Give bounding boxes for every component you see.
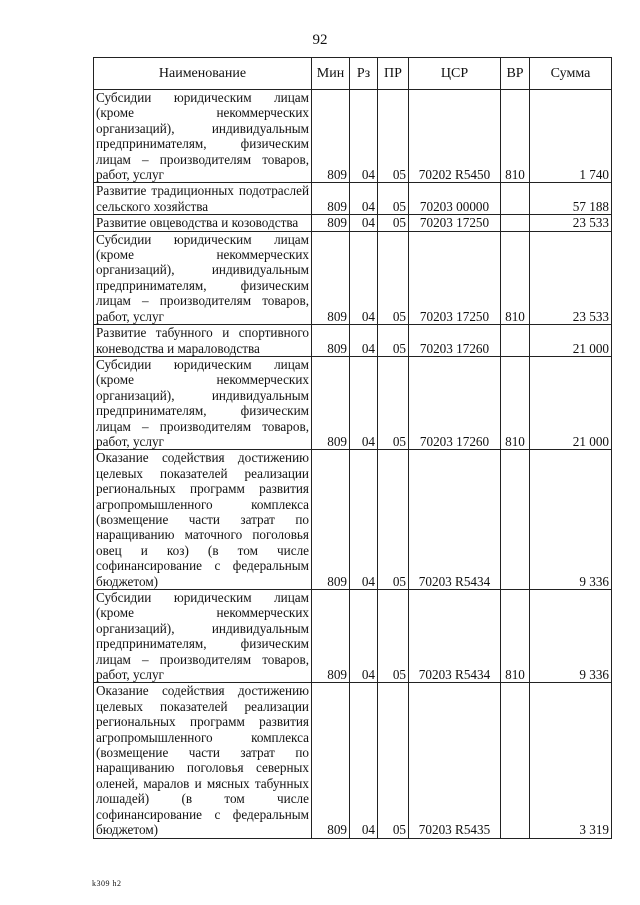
budget-table: [93, 57, 612, 839]
row-name: Развитие табунного и спортивного коневодства и мараловодства: [94, 325, 312, 357]
row-csr: 70203 17260: [409, 325, 501, 357]
row-sum: 9 336: [530, 590, 612, 683]
table-row: [94, 356, 612, 449]
row-sum: 9 336: [530, 450, 612, 590]
row-csr: 70203 17250: [409, 231, 501, 324]
row-rz: 04: [350, 683, 378, 838]
row-rz: 04: [350, 231, 378, 324]
row-min: 809: [312, 683, 350, 838]
row-min: 809: [312, 590, 350, 683]
row-pr: 05: [378, 325, 409, 357]
row-vr: [501, 183, 530, 215]
row-rz: 04: [350, 215, 378, 231]
row-name: Развитие традиционных подотраслей сельского хозяйства: [94, 183, 312, 215]
row-sum: 57 188: [530, 183, 612, 215]
row-pr: 05: [378, 215, 409, 231]
row-min: 809: [312, 183, 350, 215]
table-row: [94, 215, 612, 231]
row-csr: 70203 17260: [409, 356, 501, 449]
header-sum: Сумма: [530, 58, 612, 90]
row-name: Субсидии юридическим лицам (кроме некоммерческих организаций), индивидуальным предпринимателям, физическим лицам – производителям товаров, работ, услуг: [94, 231, 312, 324]
row-vr: 810: [501, 356, 530, 449]
row-pr: 05: [378, 450, 409, 590]
row-min: 809: [312, 215, 350, 231]
row-vr: [501, 215, 530, 231]
row-sum: 3 319: [530, 683, 612, 838]
row-min: 809: [312, 90, 350, 183]
table-row: [94, 183, 612, 215]
table-row: [94, 90, 612, 183]
row-rz: 04: [350, 183, 378, 215]
row-pr: 05: [378, 683, 409, 838]
footer-code: k309 h2: [92, 879, 122, 888]
row-min: 809: [312, 450, 350, 590]
row-name: Субсидии юридическим лицам (кроме некоммерческих организаций), индивидуальным предпринимателям, физическим лицам – производителям товаров, работ, услуг: [94, 356, 312, 449]
row-pr: 05: [378, 90, 409, 183]
row-rz: 04: [350, 590, 378, 683]
table-row: [94, 683, 612, 838]
row-name: Субсидии юридическим лицам (кроме некоммерческих организаций), индивидуальным предпринимателям, физическим лицам – производителям товаров, работ, услуг: [94, 90, 312, 183]
row-sum: 23 533: [530, 231, 612, 324]
row-csr: 70203 R5435: [409, 683, 501, 838]
row-rz: 04: [350, 356, 378, 449]
row-min: 809: [312, 356, 350, 449]
row-rz: 04: [350, 90, 378, 183]
table-row: [94, 450, 612, 590]
header-pr: ПР: [378, 58, 409, 90]
row-pr: 05: [378, 183, 409, 215]
row-csr: 70203 R5434: [409, 450, 501, 590]
row-csr: 70203 17250: [409, 215, 501, 231]
header-name: Наименование: [94, 58, 312, 90]
row-vr: [501, 683, 530, 838]
row-min: 809: [312, 231, 350, 324]
row-pr: 05: [378, 356, 409, 449]
row-vr: [501, 450, 530, 590]
row-name: Субсидии юридическим лицам (кроме некоммерческих организаций), индивидуальным предпринимателям, физическим лицам – производителям товаров, работ, услуг: [94, 590, 312, 683]
table-row: [94, 325, 612, 357]
table-row: [94, 590, 612, 683]
row-rz: 04: [350, 450, 378, 590]
header-min: Мин: [312, 58, 350, 90]
row-sum: 1 740: [530, 90, 612, 183]
row-rz: 04: [350, 325, 378, 357]
row-name: Развитие овцеводства и козоводства: [94, 215, 312, 231]
header-vr: ВР: [501, 58, 530, 90]
row-vr: [501, 325, 530, 357]
row-name: Оказание содействия достижению целевых показателей реализации региональных программ развития агропромышленного комплекса (возмещение части затрат по наращиванию поголовья северных оленей, маралов и мясных табунных лошадей) (в том числе софинансирование с федеральным бюджетом): [94, 683, 312, 838]
row-vr: 810: [501, 90, 530, 183]
row-csr: 70202 R5450: [409, 90, 501, 183]
row-csr: 70203 00000: [409, 183, 501, 215]
row-sum: 21 000: [530, 356, 612, 449]
row-pr: 05: [378, 231, 409, 324]
row-csr: 70203 R5434: [409, 590, 501, 683]
table-row: [94, 231, 612, 324]
header-rz: Рз: [350, 58, 378, 90]
header-csr: ЦСР: [409, 58, 501, 90]
page-number: 92: [312, 32, 328, 48]
row-min: 809: [312, 325, 350, 357]
row-sum: 21 000: [530, 325, 612, 357]
row-sum: 23 533: [530, 215, 612, 231]
table-header-row: [94, 58, 612, 90]
row-vr: 810: [501, 231, 530, 324]
row-pr: 05: [378, 590, 409, 683]
row-vr: 810: [501, 590, 530, 683]
row-name: Оказание содействия достижению целевых показателей реализации региональных программ развития агропромышленного комплекса (возмещение части затрат по наращиванию маточного поголовья овец и коз) (в том числе софинансирование с федеральным бюджетом): [94, 450, 312, 590]
